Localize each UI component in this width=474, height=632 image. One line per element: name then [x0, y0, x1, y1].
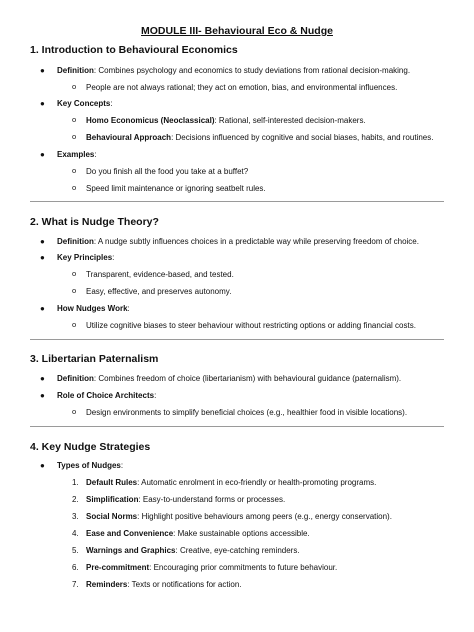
- bullet-icon: ●: [40, 391, 45, 400]
- section-3-heading: 3. Libertarian Paternalism: [30, 353, 159, 365]
- role-label: Role of Choice Architects:: [57, 391, 157, 400]
- list-number: 7.: [72, 580, 79, 589]
- section-4-heading: 4. Key Nudge Strategies: [30, 441, 151, 453]
- sub-bullet-icon: o: [72, 115, 77, 124]
- sub-item: People are not always rational; they act on emotion, bias, and environmental influences.: [86, 83, 398, 92]
- nudge-type-item: Pre-commitment: Encouraging prior commitments to future behaviour.: [86, 563, 338, 572]
- sub-bullet-icon: o: [72, 407, 77, 416]
- examples-label: Examples:: [57, 150, 97, 159]
- sub-bullet-icon: o: [72, 286, 77, 295]
- definition-item: Definition: Combines freedom of choice (libertarianism) with behavioural guidance (paternalism).: [57, 374, 402, 383]
- bullet-icon: ●: [40, 461, 45, 470]
- term: Definition: [57, 66, 94, 75]
- nudge-type-item: Social Norms: Highlight positive behaviours among peers (e.g., energy conservation).: [86, 512, 392, 521]
- role-item: Design environments to simplify beneficial choices (e.g., healthier food in visible locations).: [86, 408, 408, 417]
- bullet-icon: ●: [40, 253, 45, 262]
- list-number: 3.: [72, 512, 79, 521]
- sub-bullet-icon: o: [72, 183, 77, 192]
- section-divider: [30, 426, 444, 427]
- sub-bullet-icon: o: [72, 166, 77, 175]
- nudge-type-item: Simplification: Easy-to-understand forms or processes.: [86, 495, 286, 504]
- page-title: MODULE III- Behavioural Eco & Nudge: [141, 25, 333, 37]
- bullet-icon: ●: [40, 99, 45, 108]
- sub-bullet-icon: o: [72, 320, 77, 329]
- bullet-icon: ●: [40, 150, 45, 159]
- nudge-type-item: Ease and Convenience: Make sustainable options accessible.: [86, 529, 310, 538]
- bullet-icon: ●: [40, 66, 45, 75]
- section-divider: [30, 339, 444, 340]
- nudge-type-item: Warnings and Graphics: Creative, eye-catching reminders.: [86, 546, 300, 555]
- definition-item: [57, 66, 410, 75]
- list-number: 2.: [72, 495, 79, 504]
- definition-item: Definition: A nudge subtly influences choices in a predictable way while preserving freedom of choice.: [57, 237, 419, 246]
- list-number: 1.: [72, 478, 79, 487]
- principle-item: Easy, effective, and preserves autonomy.: [86, 287, 232, 296]
- concept-item: Behavioural Approach: Decisions influenced by cognitive and social biases, habits, and routines.: [86, 133, 434, 142]
- term-text: : Combines psychology and economics to study deviations from rational decision-making.: [93, 66, 411, 75]
- sub-bullet-icon: o: [72, 132, 77, 141]
- section-2-heading: 2. What is Nudge Theory?: [30, 216, 159, 228]
- section-1-heading: 1. Introduction to Behavioural Economics: [30, 44, 238, 56]
- how-nudges-work-label: How Nudges Work:: [57, 304, 130, 313]
- example-item: Do you finish all the food you take at a buffet?: [86, 167, 249, 176]
- example-item: Speed limit maintenance or ignoring seatbelt rules.: [86, 184, 266, 193]
- concept-item: Homo Economicus (Neoclassical): Rational, self-interested decision-makers.: [86, 116, 366, 125]
- nudge-type-item: Default Rules: Automatic enrolment in eco-friendly or health-promoting programs.: [86, 478, 377, 487]
- bullet-icon: ●: [40, 374, 45, 383]
- list-number: 6.: [72, 563, 79, 572]
- key-concepts-label: Key Concepts:: [57, 99, 113, 108]
- how-item: Utilize cognitive biases to steer behaviour without restricting options or adding financial costs.: [86, 321, 416, 330]
- types-label: Types of Nudges:: [57, 461, 124, 470]
- bullet-icon: ●: [40, 304, 45, 313]
- list-number: 4.: [72, 529, 79, 538]
- list-number: 5.: [72, 546, 79, 555]
- sub-bullet-icon: o: [72, 82, 77, 91]
- key-principles-label: Key Principles:: [57, 253, 115, 262]
- section-divider: [30, 201, 444, 202]
- principle-item: Transparent, evidence-based, and tested.: [86, 270, 234, 279]
- sub-bullet-icon: o: [72, 269, 77, 278]
- nudge-type-item: Reminders: Texts or notifications for action.: [86, 580, 242, 589]
- bullet-icon: ●: [40, 237, 45, 246]
